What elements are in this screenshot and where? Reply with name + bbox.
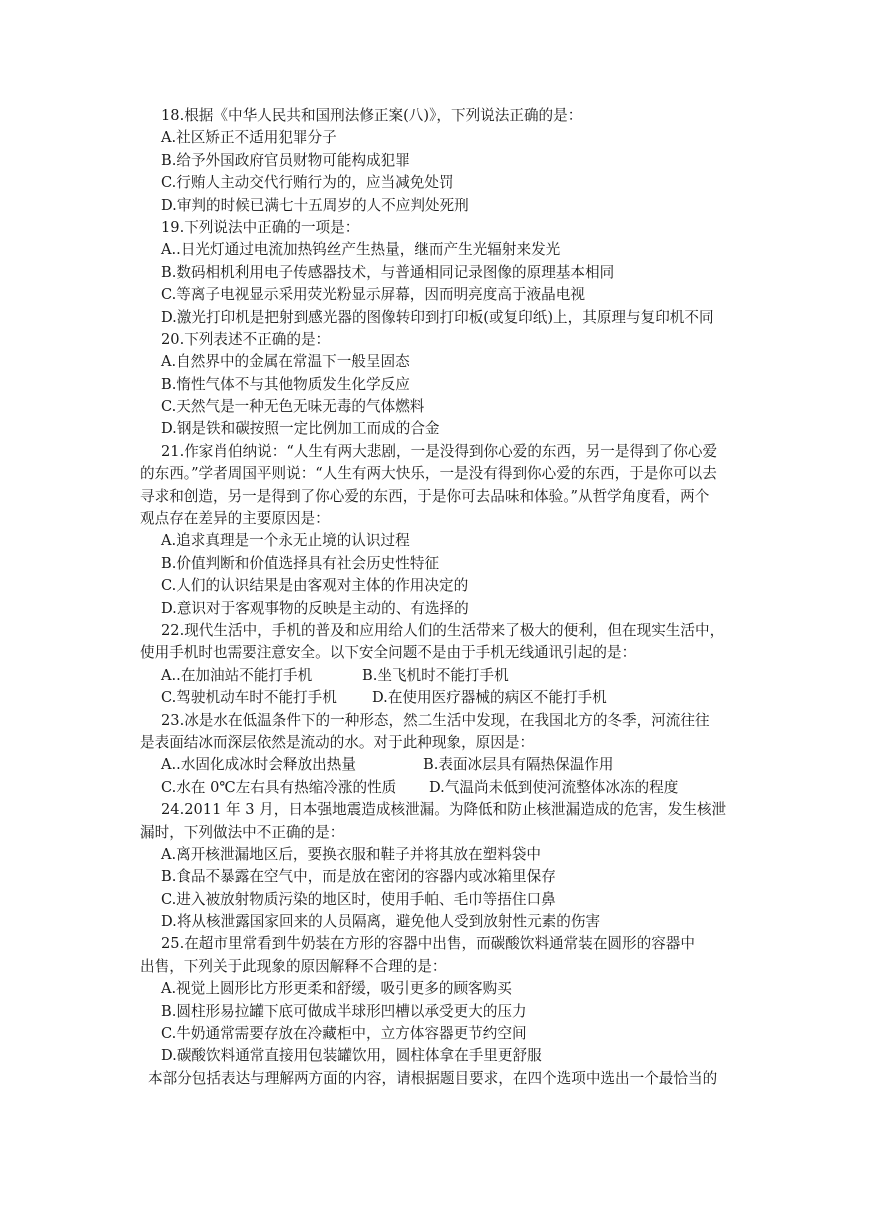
- question-22-option-c: C.驾驶机动车时不能打手机: [161, 689, 337, 707]
- question-23-option-a: A..水固化成冰时会释放出热量: [161, 756, 356, 774]
- question-23-option-d: D.气温尚未低到使河流整体冰冻的程度: [429, 778, 679, 796]
- question-20-option-c: C.天然气是一种无色无味无毒的气体燃料: [161, 398, 425, 416]
- question-21-option-a: A.追求真理是一个永无止境的认识过程: [161, 532, 410, 550]
- question-22-options-row-2: [0, 687, 869, 709]
- question-25-option-d: D.碳酸饮料通常直接用包装罐饮用，圆柱体拿在手里更舒服: [161, 1047, 542, 1065]
- question-21-stem-line: 观点存在差异的主要原因是：: [140, 510, 330, 528]
- question-25-option-a: A.视觉上圆形比方形更柔和舒缓，吸引更多的顾客购买: [161, 980, 512, 998]
- document-body: [0, 105, 869, 1090]
- question-18-stem: 18.根据《中华人民共和国刑法修正案(八)》，下列说法正确的是：: [161, 107, 583, 124]
- question-21-option-b: B.价值判断和价值选择具有社会历史性特征: [161, 554, 440, 572]
- question-21-option-d: D.意识对于客观事物的反映是主动的、有选择的: [161, 599, 469, 617]
- question-22-option-b: B.坐飞机时不能打手机: [362, 666, 509, 684]
- question-25-stem-line: 25.在超市里常看到牛奶装在方形的容器中出售，而碳酸饮料通常装在圆形的容器中: [161, 935, 695, 953]
- question-25-option-c: C.牛奶通常需要存放在冷藏柜中，立方体容器更节约空间: [161, 1025, 527, 1043]
- question-25-option-b: B.圆柱形易拉罐下底可做成半球形凹槽以承受更大的压力: [161, 1002, 527, 1020]
- question-23-option-c: C.水在 0℃左右具有热缩冷涨的性质: [161, 778, 397, 796]
- question-18-option-c: C.行贿人主动交代行贿行为的，应当减免处罚: [161, 174, 454, 192]
- question-24-option-d: D.将从核泄露国家回来的人员隔离，避免他人受到放射性元素的伤害: [161, 913, 601, 931]
- question-22-option-d: D.在使用医疗器械的病区不能打手机: [372, 689, 607, 707]
- question-20-option-b: B.惰性气体不与其他物质发生化学反应: [161, 375, 410, 393]
- question-23-stem-line: 是表面结冰而深层依然是流动的水。对于此种现象，原因是：: [140, 733, 535, 751]
- question-23-options-row-1: [0, 754, 869, 776]
- question-24-stem-line: 漏时，下列做法中不正确的是：: [140, 823, 345, 841]
- question-19-stem: 19.下列说法中正确的一项是：: [161, 218, 360, 236]
- question-25-stem-line: 出售，下列关于此现象的原因解释不合理的是：: [140, 957, 447, 975]
- question-21-stem-line: 的东西。”学者周国平则说：“人生有两大快乐，一是没有得到你心爱的东西，于是你可以去: [140, 465, 717, 483]
- question-20-option-d: D.钢是铁和碳按照一定比例加工而成的合金: [161, 420, 440, 438]
- section-intro: 本部分包括表达与理解两方面的内容，请根据题目要求，在四个选项中选出一个最恰当的: [148, 1069, 718, 1087]
- question-24-option-c: C.进入被放射物质污染的地区时，使用手帕、毛巾等捂住口鼻: [161, 890, 556, 908]
- question-21-stem-line: 寻求和创造，另一是得到了你心爱的东西，于是你可去品味和体验。”从哲学角度看，两个: [140, 487, 710, 505]
- question-23-options-row-2: [0, 777, 869, 799]
- question-23-stem-line: 23.冰是水在低温条件下的一种形态，然二生活中发现，在我国北方的冬季，河流往往: [161, 711, 710, 729]
- question-18-option-d: D.审判的时候已满七十五周岁的人不应判处死刑: [161, 196, 469, 214]
- question-22-option-a: A..在加油站不能打手机: [161, 666, 313, 684]
- question-20-stem: 20.下列表述不正确的是：: [161, 330, 331, 348]
- question-19-option-c: C.等离子电视显示采用荧光粉显示屏幕，因而明亮度高于液晶电视: [161, 286, 585, 304]
- question-18-option-b: B.给予外国政府官员财物可能构成犯罪: [161, 151, 410, 169]
- question-21-stem-line: 21.作家肖伯纳说：“人生有两大悲剧，一是没得到你心爱的东西，另一是得到了你心爱: [161, 442, 718, 460]
- question-19-option-d: D.激光打印机是把射到感光器的图像转印到打印板(或复印纸)上，其原理与复印机不同: [161, 308, 714, 326]
- question-23-option-b: B.表面冰层具有隔热保温作用: [423, 756, 614, 774]
- question-20-option-a: A.自然界中的金属在常温下一般呈固态: [161, 353, 410, 371]
- question-24-option-b: B.食品不暴露在空气中，而是放在密闭的容器内或冰箱里保存: [161, 868, 556, 886]
- question-19-option-a: A..日光灯通过电流加热钨丝产生热量，继而产生光辐射来发光: [161, 241, 561, 259]
- question-24-stem-line: 24.2011 年 3 月，日本强地震造成核泄漏。为降低和防止核泄漏造成的危害，发生核泄: [161, 801, 727, 819]
- question-22-stem-line: 22.现代生活中，手机的普及和应用给人们的生活带来了极大的便利，但在现实生活中，: [161, 621, 725, 639]
- question-22-stem-line: 使用手机时也需要注意安全。以下安全问题不是由于手机无线通讯引起的是：: [140, 644, 637, 662]
- question-24-option-a: A.离开核泄漏地区后，要换衣服和鞋子并将其放在塑料袋中: [161, 845, 542, 863]
- question-22-options-row-1: [0, 665, 869, 687]
- question-19-option-b: B.数码相机利用电子传感器技术，与普通相同记录图像的原理基本相同: [161, 263, 615, 281]
- question-21-option-c: C.人们的认识结果是由客观对主体的作用决定的: [161, 577, 469, 595]
- question-18-option-a: A.社区矫正不适用犯罪分子: [161, 129, 337, 147]
